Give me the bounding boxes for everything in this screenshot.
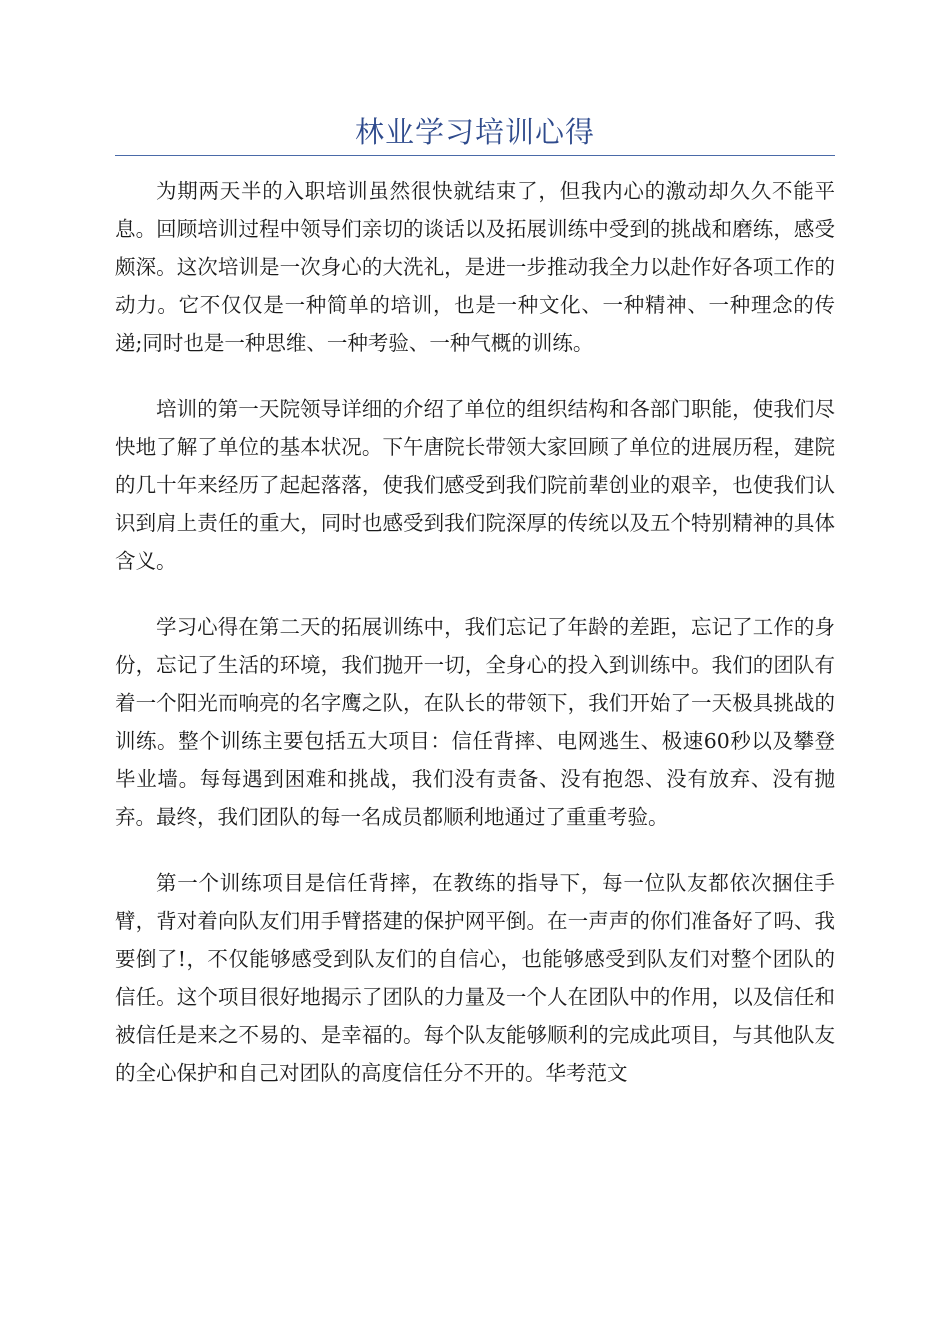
paragraph-4: 第一个训练项目是信任背摔，在教练的指导下，每一位队友都依次捆住手臂，背对着向队友们用手臂搭建的保护网平倒。在一声声的你们准备好了吗、我要倒了!，不仅能够感受到队友们的自信心，也能够感受到队友们对整个团队的信任。这个项目很好地揭示了团队的力量及一个人在团队中的作用，以及信任和被信任是来之不易的、是幸福的。每个队友能够顺利的完成此项目，与其他队友的全心保护和自己对团队的高度信任分不开的。华考范文 — [115, 871, 835, 1085]
paragraph-3: 学习心得在第二天的拓展训练中，我们忘记了年龄的差距，忘记了工作的身份，忘记了生活的环境，我们抛开一切，全身心的投入到训练中。我们的团队有着一个阳光而响亮的名字鹰之队，在队长的带领下，我们开始了一天极具挑战的训练。整个训练主要包括五大项目：信任背摔、电网逃生、极速60秒以及攀登毕业墙。每每遇到困难和挑战，我们没有责备、没有抱怨、没有放弃、没有抛弃。最终，我们团队的每一名成员都顺利地通过了重重考验。 — [115, 615, 835, 829]
paragraph-1: 为期两天半的入职培训虽然很快就结束了，但我内心的激动却久久不能平息。回顾培训过程中领导们亲切的谈话以及拓展训练中受到的挑战和磨练，感受颇深。这次培训是一次身心的大洗礼，是进一步推动我全力以赴作好各项工作的动力。它不仅仅是一种简单的培训，也是一种文化、一种精神、一种理念的传递;同时也是一种思维、一种考验、一种气概的训练。 — [115, 179, 835, 355]
paragraph-2: 培训的第一天院领导详细的介绍了单位的组织结构和各部门职能，使我们尽快地了解了单位的基本状况。下午唐院长带领大家回顾了单位的进展历程，建院的几十年来经历了起起落落，使我们感受到我们院前辈创业的艰辛，也使我们认识到肩上责任的重大，同时也感受到我们院深厚的传统以及五个特别精神的具体含义。 — [115, 397, 835, 573]
title-underline — [115, 155, 835, 156]
document-body — [115, 172, 835, 1120]
document-title: 林业学习培训心得 — [354, 115, 595, 149]
